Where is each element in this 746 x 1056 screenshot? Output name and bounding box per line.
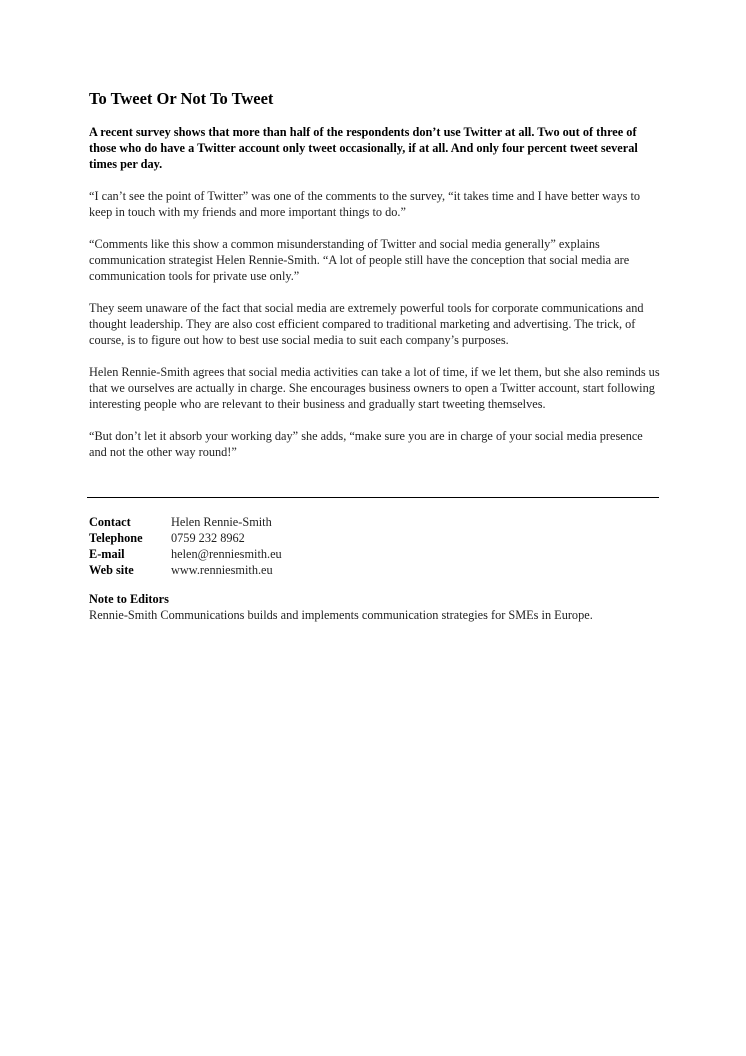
article-paragraph: “Comments like this show a common misunderstanding of Twitter and social media generally” explains communication strategist Helen Rennie-Smith. “A lot of people still have the conception that social media are communication tools for private use only.” (89, 237, 630, 283)
contact-label: Contact (89, 515, 131, 529)
contact-row-name (89, 514, 661, 530)
email-value: helen@renniesmith.eu (171, 547, 282, 561)
article (89, 88, 661, 476)
email-label: E-mail (89, 547, 125, 561)
website-value: www.renniesmith.eu (171, 563, 273, 577)
website-label: Web site (89, 563, 134, 577)
article-paragraph: “I can’t see the point of Twitter” was one of the comments to the survey, “it takes time and I have better ways to keep in touch with my friends and more important things to do.” (89, 189, 641, 219)
note-to-editors-heading: Note to Editors (89, 592, 169, 606)
note-to-editors (89, 591, 669, 623)
section-divider (87, 497, 659, 498)
article-paragraph: They seem unaware of the fact that social media are extremely powerful tools for corporate communications and thought leadership. They are also cost efficient compared to traditional marketing and advertising. The trick, of course, is to figure out how to best use social media to suit each company’s purposes. (89, 301, 644, 347)
contact-name-value: Helen Rennie-Smith (171, 515, 272, 529)
article-paragraph: Helen Rennie-Smith agrees that social media activities can take a lot of time, if we let them, but she also reminds us that we ourselves are actually in charge. She encourages business owners to open a Twitter account, start following interesting people who are relevant to their business and gradually start tweeting themselves. (89, 365, 660, 411)
contact-row-telephone (89, 530, 661, 546)
note-to-editors-text: Rennie-Smith Communications builds and implements communication strategies for SMEs in Europe. (89, 608, 593, 622)
contact-row-website (89, 562, 661, 578)
telephone-value: 0759 232 8962 (171, 531, 245, 545)
article-paragraph: “But don’t let it absorb your working day” she adds, “make sure you are in charge of your social media presence and not the other way round!” (89, 429, 643, 459)
contact-block (89, 514, 661, 578)
contact-row-email (89, 546, 661, 562)
telephone-label: Telephone (89, 531, 143, 545)
article-title: To Tweet Or Not To Tweet (89, 89, 274, 108)
article-lead: A recent survey shows that more than half of the respondents don’t use Twitter at all. Two out of three of those who do have a Twitter account only tweet occasionally, if at all. And only four percent tweet several times per day. (89, 125, 638, 171)
